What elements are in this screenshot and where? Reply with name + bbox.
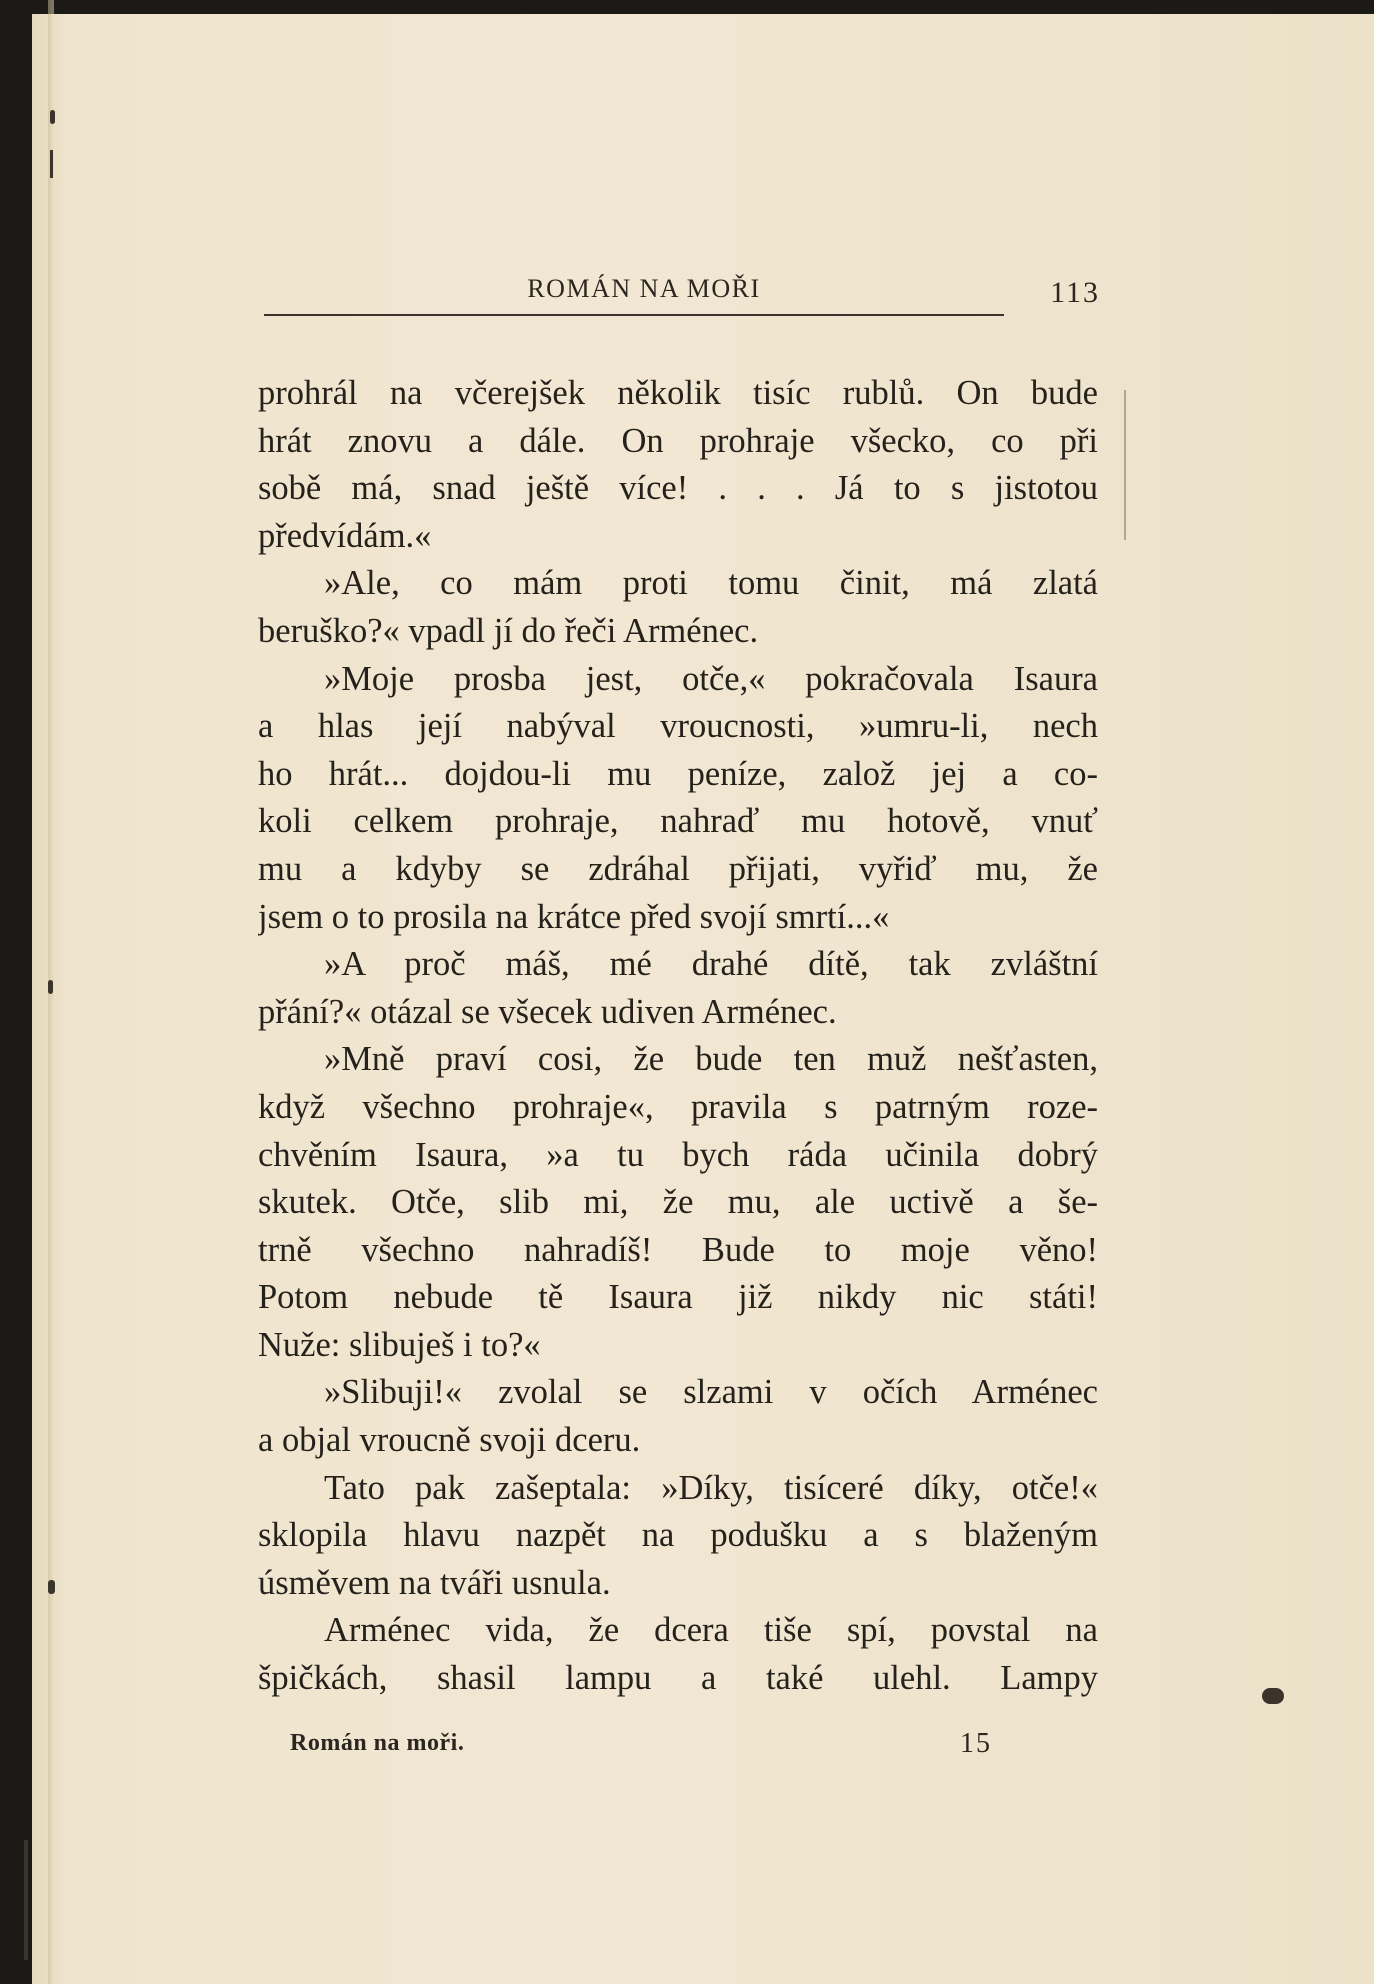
margin-mark (48, 980, 53, 994)
header-rule (264, 314, 1004, 316)
margin-mark (24, 1840, 28, 1960)
running-header (264, 270, 1100, 320)
page-number: 113 (1050, 276, 1100, 309)
text-line: beruško?« vpadl jí do řeči Arménec. (258, 611, 759, 650)
text-line: Nuže: slibuješ i to?« (258, 1325, 541, 1364)
text-line: hrát znovu a dále. On prohraje všecko, co při (258, 421, 1098, 460)
margin-mark (1124, 390, 1126, 540)
text-line: špičkách, shasil lampu a také ulehl. Lampy (258, 1659, 1098, 1698)
signature-mark: Román na moři. (290, 1730, 465, 1756)
text-line: Arménec vida, že dcera tiše spí, povstal na (324, 1611, 1098, 1650)
text-line: předvídám.« (258, 516, 432, 555)
text-line: sklopila hlavu nazpět na podušku a s blaženým (258, 1516, 1098, 1555)
text-line: Potom nebude tě Isaura již nikdy nic státi! (258, 1278, 1098, 1317)
text-line: »Slibuji!« zvolal se slzami v očích Arménec (324, 1373, 1098, 1412)
text-line: koli celkem prohraje, nahraď mu hotově, vnuť (258, 802, 1098, 841)
text-line: »A proč máš, mé drahé dítě, tak zvláštní (324, 945, 1098, 984)
sheet-number: 15 (960, 1728, 992, 1759)
text-line: ho hrát... dojdou-li mu peníze, založ jej a co- (258, 754, 1098, 793)
text-line: a hlas její nabýval vroucnosti, »umru-li, nech (258, 707, 1098, 746)
text-line: jsem o to prosila na krátce před svojí smrtí...« (258, 897, 890, 936)
margin-mark (1262, 1688, 1284, 1704)
text-line: chvěním Isaura, »a tu bych ráda učinila dobrý (258, 1135, 1098, 1174)
margin-mark (50, 110, 55, 124)
text-line: mu a kdyby se zdráhal přijati, vyřiď mu, že (258, 849, 1098, 888)
text-line: sobě má, snad ještě více! . . . Já to s jistotou (258, 469, 1098, 508)
text-line: »Ale, co mám proti tomu činit, má zlatá (324, 564, 1098, 603)
text-line: úsměvem na tváři usnula. (258, 1563, 611, 1602)
body-text (258, 370, 1098, 1703)
margin-mark (48, 1580, 55, 1594)
text-line: a objal vroucně svoji dceru. (258, 1421, 641, 1460)
text-line: prohrál na včerejšek několik tisíc rublů. On bude (258, 374, 1098, 412)
text-line: když všechno prohraje«, pravila s patrným roze- (258, 1087, 1098, 1126)
running-title: ROMÁN NA MOŘI (527, 274, 761, 303)
text-line: Tato pak zašeptala: »Díky, tisíceré díky, otče!« (324, 1468, 1098, 1507)
text-line: skutek. Otče, slib mi, že mu, ale uctivě a še- (258, 1183, 1098, 1222)
text-line: »Mně praví cosi, že bude ten muž nešťasten, (324, 1040, 1098, 1079)
text-line: přání?« otázal se všecek udiven Arménec. (258, 992, 837, 1031)
text-line: trně všechno nahradíš! Bude to moje věno! (258, 1230, 1098, 1269)
margin-mark (50, 150, 53, 178)
text-line: »Moje prosba jest, otče,« pokračovala Isaura (324, 659, 1098, 698)
